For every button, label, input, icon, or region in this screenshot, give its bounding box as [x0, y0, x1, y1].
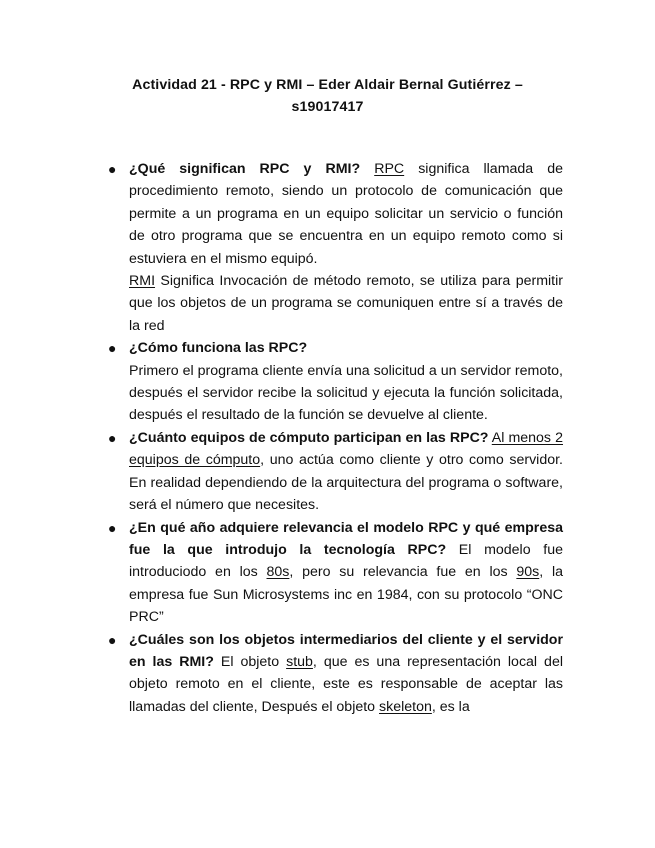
term-stub: stub — [286, 653, 313, 670]
bullet-icon: ● — [108, 631, 117, 648]
answer-text: significa llamada de procedimiento remoto, siendo un protocolo de comunicación que permite a un programa en un equipo solicitar un servicio o función de otro programa que se encuentra en un equipo remoto como si estuviera en el mismo equipó. — [129, 161, 564, 267]
bullet-icon: ● — [108, 519, 117, 536]
question-text: ¿En qué año adquiere relevancia el modelo RPC y qué empresa fue la que introdujo la tecnología RPC? — [129, 519, 563, 558]
answer-text: , que es una representación local del objeto remoto en el cliente, este es responsable de aceptar las llamadas del cliente, Después el objeto — [129, 653, 563, 715]
answer-text: , uno actúa como cliente y otro como servidor. En realidad dependiendo de la arquitectura del programa o software, será el número que necesites. — [129, 452, 563, 514]
paragraph — [129, 270, 563, 337]
question-text: ¿Cuáles son los objetos intermediarios del cliente y el servidor en las RMI? — [129, 631, 563, 670]
paragraph — [129, 427, 563, 517]
list-item-rpc-computers — [108, 427, 563, 517]
question-text: ¿Cuánto equipos de cómputo participan en las RPC? — [129, 429, 489, 446]
list-item-rmi-objects — [108, 629, 563, 719]
question-text: ¿Qué significan RPC y RMI? — [129, 161, 361, 177]
term-90s: 90s — [516, 564, 540, 581]
bullet-icon: ● — [108, 161, 117, 177]
paragraph — [129, 517, 563, 629]
question-text: ¿Cómo funciona las RPC? — [129, 340, 308, 357]
list-item-rpc-how — [108, 337, 563, 427]
paragraph — [129, 629, 563, 719]
answer-text: Primero el programa cliente envía una solicitud a un servidor remoto, después el servidor recibe la solicitud y ejecuta la función solicitada, después el resultado de la función se devuelve al cliente. — [129, 362, 563, 424]
list-item-rpc-rmi-meaning — [108, 158, 564, 337]
answer-text: , pero su relevancia fue en los — [289, 564, 517, 581]
answer-text — [360, 161, 374, 177]
list-item-rpc-year — [108, 517, 563, 629]
document-title: Actividad 21 - RPC y RMI – Eder Aldair Bernal Gutiérrez – s19017417 — [132, 77, 523, 115]
bullet-icon: ● — [108, 340, 117, 357]
term-two-computers: Al menos 2 equipos de cómputo — [129, 429, 563, 469]
term-rmi: RMI — [129, 273, 156, 290]
term-80s: 80s — [266, 564, 290, 581]
term-rpc: RPC — [374, 161, 405, 177]
answer-text: El objeto — [213, 653, 287, 670]
answer-text: , la empresa fue Sun Microsystems inc en 1984, con su protocolo “ONC PRC” — [129, 564, 563, 626]
paragraph — [129, 337, 563, 359]
answer-text: El modelo fue introduciodo en los — [129, 541, 563, 581]
term-skeleton: skeleton — [379, 698, 432, 715]
answer-text: , es la — [431, 698, 470, 715]
paragraph — [129, 158, 563, 270]
answer-text: Significa Invocación de método remoto, se utiliza para permitir que los objetos de un programa se comuniquen entre sí a través de la red — [129, 273, 563, 334]
question-list — [108, 158, 564, 718]
bullet-icon: ● — [108, 429, 117, 446]
